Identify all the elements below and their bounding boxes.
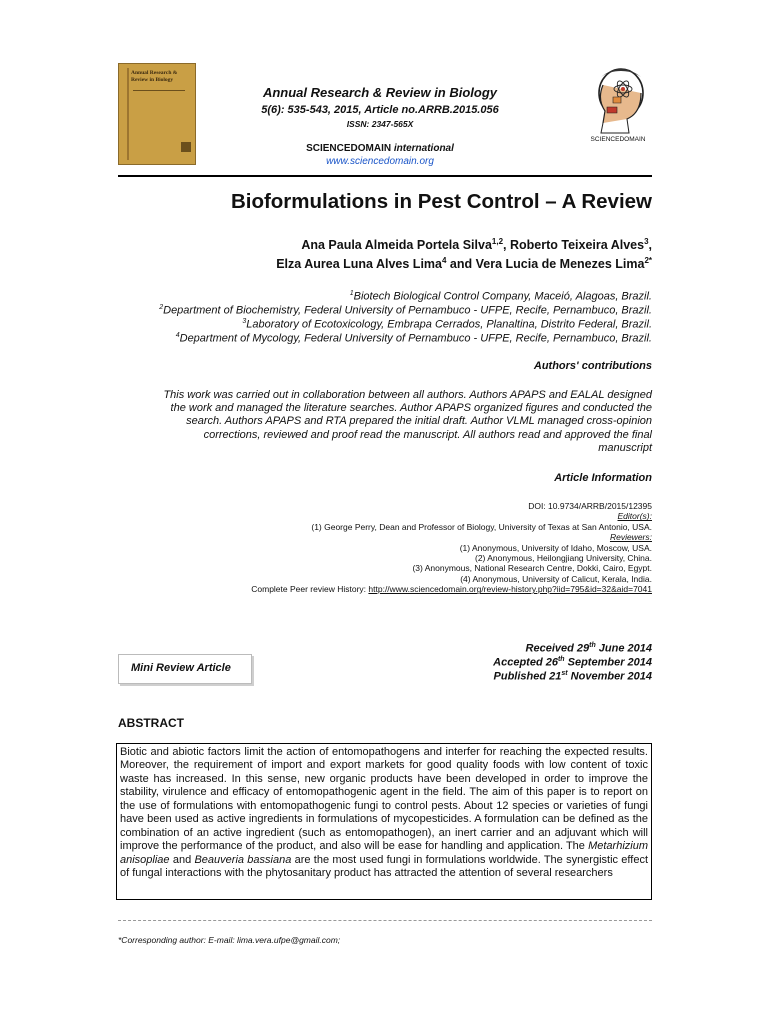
affiliation-number: 2 — [159, 304, 164, 311]
contributions-line: This work was carried out in collaboration between all authors. Authors APAPS and EALAL designed — [163, 389, 652, 401]
date-text: Received 29 — [525, 642, 590, 655]
contributions-line: search. Authors APAPS and RTA prepared the initial draft. Author VLML managed cross-opinion — [186, 415, 652, 428]
date-published — [380, 670, 652, 683]
date-text: November 2014 — [567, 670, 652, 683]
affiliation-text: Department of Biochemistry, Federal University of Pernambuco - UFPE, Recife, Pernambuco, Brazil. — [163, 304, 652, 317]
article-info-block — [118, 501, 652, 595]
abstract-text-segment: are the most used fungi in formulations worldwide. The synergistic effect of fungal interactions with the phytosanitary product has attracted the attention of several researchers — [120, 853, 649, 880]
date-accepted — [380, 656, 652, 669]
affiliation-number: 1 — [349, 290, 354, 297]
author-name: Vera Lucia de Menezes Lima — [475, 257, 645, 272]
reviewers-label: Reviewers: — [609, 532, 652, 543]
contributions-line: the work and managed the literature searches. Author APAPS organized figures and conducted the — [170, 402, 652, 415]
affiliation — [118, 332, 652, 345]
author-affiliation-mark: 1,2 — [491, 237, 504, 246]
history-label: Complete Peer review History: — [251, 584, 369, 595]
author-name: Roberto Teixeira Alves — [509, 238, 645, 253]
date-text: September 2014 — [564, 656, 652, 669]
date-text: Accepted 26 — [493, 656, 558, 669]
affiliation — [118, 304, 652, 317]
contributions-line: manuscript — [598, 441, 652, 454]
author-affiliation-mark: 2* — [644, 256, 652, 265]
cover-emblem — [181, 142, 191, 152]
authors-line-2 — [118, 256, 652, 271]
review-history-link[interactable]: http://www.sciencedomain.org/review-history.php?iid=795&id=32&aid=7041 — [368, 584, 652, 595]
reviewer-entry: (1) Anonymous, University of Idaho, Moscow, USA. — [459, 542, 652, 553]
publisher-italic: international — [393, 143, 454, 154]
journal-volume: 5(6): 535-543, 2015, Article no.ARRB.2015.056 — [261, 104, 499, 116]
affiliation-text: Biotech Biological Control Company, Maceió, Alagoas, Brazil. — [353, 290, 652, 303]
peer-review-history — [118, 584, 652, 594]
date-text: Published 21 — [493, 670, 562, 683]
abstract-text-segment: and — [169, 853, 195, 866]
species-name: Metarhizium anisopliae — [120, 840, 648, 866]
doi: DOI: 10.9734/ARRB/2015/12395 — [528, 501, 652, 511]
author-separator: , — [503, 238, 510, 253]
editors-label: Editor(s): — [617, 511, 652, 522]
author-affiliation-mark: 3 — [644, 237, 649, 246]
abstract-heading: ABSTRACT — [118, 716, 184, 730]
authors-line-1 — [118, 237, 652, 252]
cover-rule — [133, 90, 185, 91]
publisher-website-link[interactable]: www.sciencedomain.org — [326, 156, 434, 167]
date-ordinal: th — [557, 656, 565, 663]
author-name: Elza Aurea Luna Alves Lima — [276, 257, 442, 272]
date-ordinal: st — [561, 670, 568, 677]
date-text: June 2014 — [595, 642, 652, 655]
species-name: Beauveria bassiana — [194, 853, 292, 866]
author-separator: and — [446, 257, 476, 272]
article-type-box — [118, 654, 252, 684]
cover-spine — [127, 68, 129, 160]
corresponding-author-note: *Corresponding author: E-mail: lima.vera.ufpe@gmail.com; — [118, 935, 341, 945]
paper-title: Bioformulations in Pest Control – A Review — [230, 190, 652, 213]
journal-cover-image — [118, 63, 196, 165]
affiliation-text: Department of Mycology, Federal University of Pernambuco - UFPE, Recife, Pernambuco, Brazil. — [179, 332, 652, 345]
contributions-line: corrections, reviewed and proof read the manuscript. All authors read and approved the final — [203, 428, 652, 441]
publisher-name — [200, 143, 560, 154]
author-name: Ana Paula Almeida Portela Silva — [301, 238, 492, 253]
author-separator: , — [648, 238, 652, 253]
affiliation — [118, 290, 652, 303]
reviewer-entry: (3) Anonymous, National Research Centre, Dokki, Cairo, Egypt. — [412, 563, 652, 574]
article-type-label: Mini Review Article — [131, 662, 231, 674]
reviewer-entry: (4) Anonymous, University of Calicut, Kerala, India. — [460, 573, 652, 584]
footnote-divider — [118, 920, 652, 921]
abstract-text-segment: Biotic and abiotic factors limit the action of entomopathogens and interfer for reaching the expected results. Moreover, the requirement of import and export markets for good quality foods with low content of toxic waste has increased. In this sense, new organic products have been developed in order to improve the stability, virulence and efficacy of entomopathogenic agent in the field. The aim of this paper is to report on the use of formulations with entomopathogenic fungi to control pests. About 12 species or varieties of fungi have been used as active ingredients in formulations of mycopesticides. A formulation can be defined as the combination of an active ingredient (such as entomopathogen), an inert carrier and an adjuvant which will improve the performance of the product, and also will be ease for handling and application. The — [120, 746, 648, 853]
date-received — [380, 642, 652, 655]
journal-title: Annual Research & Review in Biology — [262, 85, 498, 100]
publisher-bold: SCIENCEDOMAIN — [306, 143, 392, 154]
affiliation-number: 4 — [175, 332, 180, 339]
author-affiliation-mark: 4 — [441, 256, 447, 265]
date-ordinal: th — [589, 642, 596, 649]
editor-entry: (1) George Perry, Dean and Professor of Biology, University of Texas at San Antonio, USA. — [311, 521, 652, 532]
contributions-heading: Authors' contributions — [533, 360, 652, 372]
article-info-heading: Article Information — [554, 472, 652, 484]
logo-label: SCIENCEDOMAIN — [590, 136, 646, 143]
journal-issn: ISSN: 2347-565X — [346, 119, 414, 129]
affiliation-text: Laboratory of Ecotoxicology, Embrapa Cerrados, Planaltina, Distrito Federal, Brazil. — [246, 318, 652, 331]
affiliation — [118, 318, 652, 331]
affiliation-number: 3 — [242, 318, 247, 325]
abstract-box — [116, 743, 652, 900]
cover-title: Annual Research & Review in Biology — [131, 70, 178, 83]
abstract-text — [120, 746, 648, 881]
reviewer-entry: (2) Anonymous, Heilongjiang University, China. — [474, 553, 652, 564]
contributions-text — [118, 389, 652, 455]
header-divider — [118, 175, 652, 177]
